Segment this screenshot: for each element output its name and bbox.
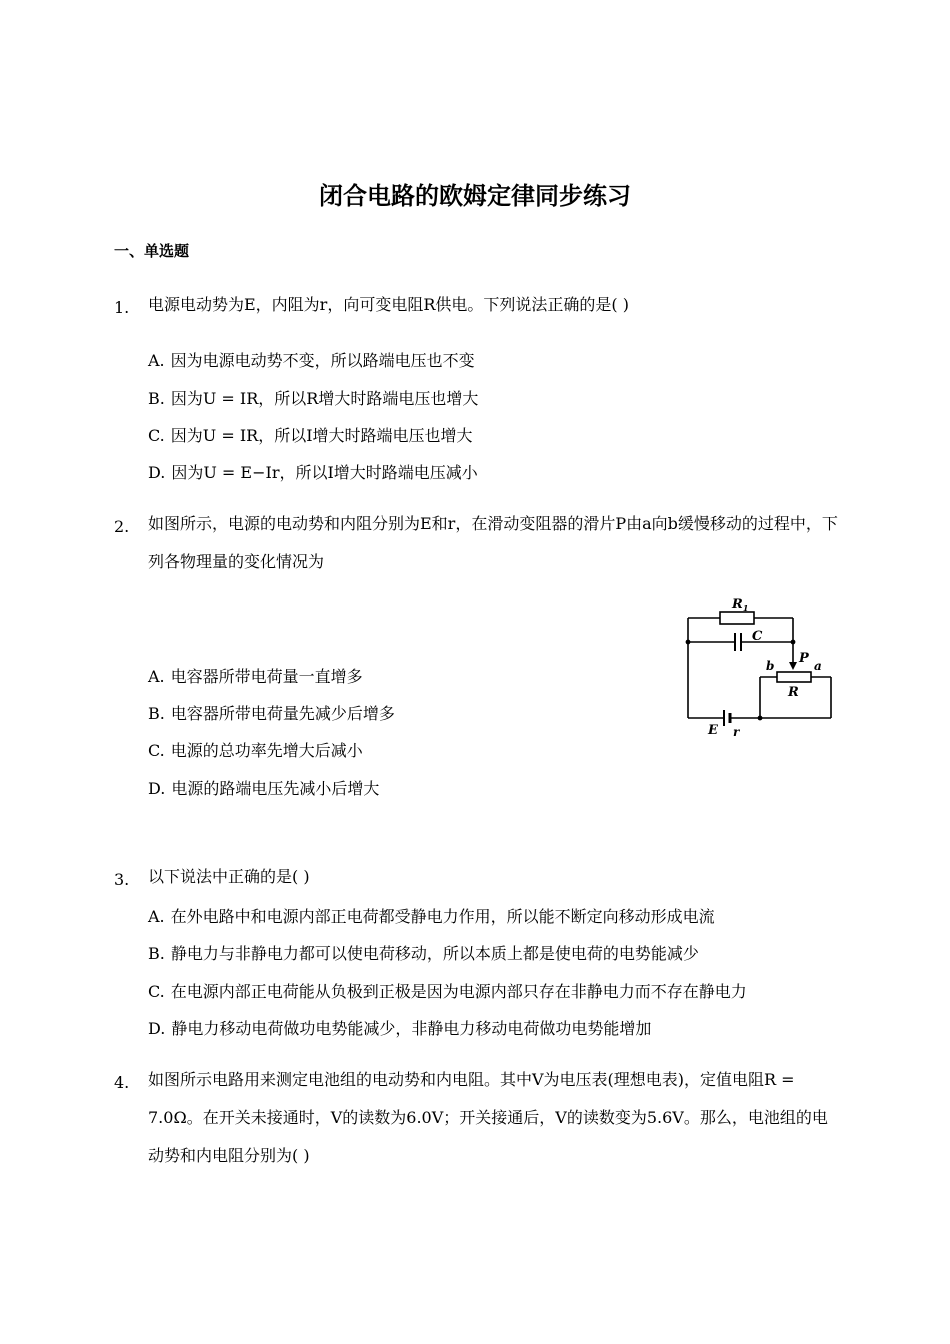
- option-text: 在电源内部正电荷能从负极到正极是因为电源内部只存在非静电力而不存在静电力: [170, 982, 747, 1001]
- option-text: 电容器所带电荷量一直增多: [170, 667, 363, 686]
- junction-dot: [758, 716, 763, 721]
- option-text: 在外电路中和电源内部正电荷都受静电力作用，所以能不断定向移动形成电流: [170, 907, 715, 926]
- label-c: C: [752, 629, 763, 644]
- option-label: D.: [148, 779, 166, 798]
- label-e: E: [708, 723, 718, 738]
- option-b: [148, 941, 699, 964]
- option-a: [148, 904, 715, 927]
- option-label: B.: [148, 944, 165, 963]
- option-a: [148, 664, 363, 687]
- resistor-r1: [720, 612, 754, 624]
- option-label: D.: [148, 1019, 166, 1038]
- option-d: [148, 460, 478, 483]
- question-text: 电源电动势为E，内阻为r，向可变电阻R供电。下列说法正确的是( ): [148, 295, 629, 314]
- option-text: 因为U = IR，所以R增大时路端电压也增大: [170, 389, 479, 408]
- question-number: 1.: [114, 298, 130, 317]
- label-p: P: [799, 651, 809, 666]
- option-c: [148, 423, 473, 446]
- option-b: [148, 701, 395, 724]
- option-a: [148, 348, 475, 371]
- question-number: 2.: [114, 517, 130, 536]
- option-text: 静电力与非静电力都可以使电荷移动，所以本质上都是使电荷的电势能减少: [170, 944, 699, 963]
- option-text: 电源的总功率先增大后减小: [170, 741, 363, 760]
- junction-dot: [686, 640, 691, 645]
- question-number: 3.: [114, 870, 130, 889]
- option-text: 因为U = IR，所以I增大时路端电压也增大: [170, 426, 473, 445]
- option-b: [148, 386, 478, 409]
- option-text: 电源的路端电压先减小后增大: [171, 779, 380, 798]
- question-number: 4.: [114, 1073, 130, 1092]
- question-text: 如图所示，电源的电动势和内阻分别为E和r，在滑动变阻器的滑片P由a向b缓慢移动的过程中，下列各物理量的变化情况为: [148, 514, 838, 571]
- label-r: R: [788, 685, 799, 700]
- option-label: A.: [148, 351, 165, 370]
- option-text: 静电力移动电荷做功电势能减少，非静电力移动电荷做功电势能增加: [171, 1019, 652, 1038]
- option-text: 因为U = E−Ir，所以I增大时路端电压减小: [171, 463, 478, 482]
- option-label: C.: [148, 426, 165, 445]
- section-heading: 一、单选题: [114, 242, 190, 260]
- page-title: 闭合电路的欧姆定律同步练习: [319, 182, 631, 210]
- label-r1: $R_1$: [732, 597, 749, 613]
- question-text: 如图所示电路用来测定电池组的电动势和内电阻。其中V为电压表(理想电表)，定值电阻R = 7.0Ω。在开关未接通时，V的读数为6.0V；开关接通后，V的读数变为5.6V。那么，电池组的电动势和内电阻分别为( ): [148, 1070, 828, 1165]
- label-internal-r: r: [733, 725, 740, 739]
- label-b: b: [766, 659, 775, 673]
- option-label: D.: [148, 463, 166, 482]
- option-c: [148, 738, 363, 761]
- option-label: C.: [148, 982, 165, 1001]
- slider-arrow: [789, 662, 797, 670]
- option-label: A.: [148, 907, 165, 926]
- label-a: a: [814, 659, 822, 673]
- option-c: [148, 979, 747, 1002]
- option-label: B.: [148, 704, 165, 723]
- option-text: 因为电源电动势不变，所以路端电压也不变: [170, 351, 475, 370]
- question-text: 以下说法中正确的是( ): [148, 867, 310, 886]
- option-label: B.: [148, 389, 165, 408]
- circuit-diagram: [680, 590, 840, 740]
- option-label: C.: [148, 741, 165, 760]
- option-d: [148, 776, 379, 799]
- rheostat-r: [777, 672, 811, 682]
- option-label: A.: [148, 667, 165, 686]
- option-d: [148, 1016, 651, 1039]
- junction-dot: [791, 640, 796, 645]
- option-text: 电容器所带电荷量先减少后增多: [170, 704, 395, 723]
